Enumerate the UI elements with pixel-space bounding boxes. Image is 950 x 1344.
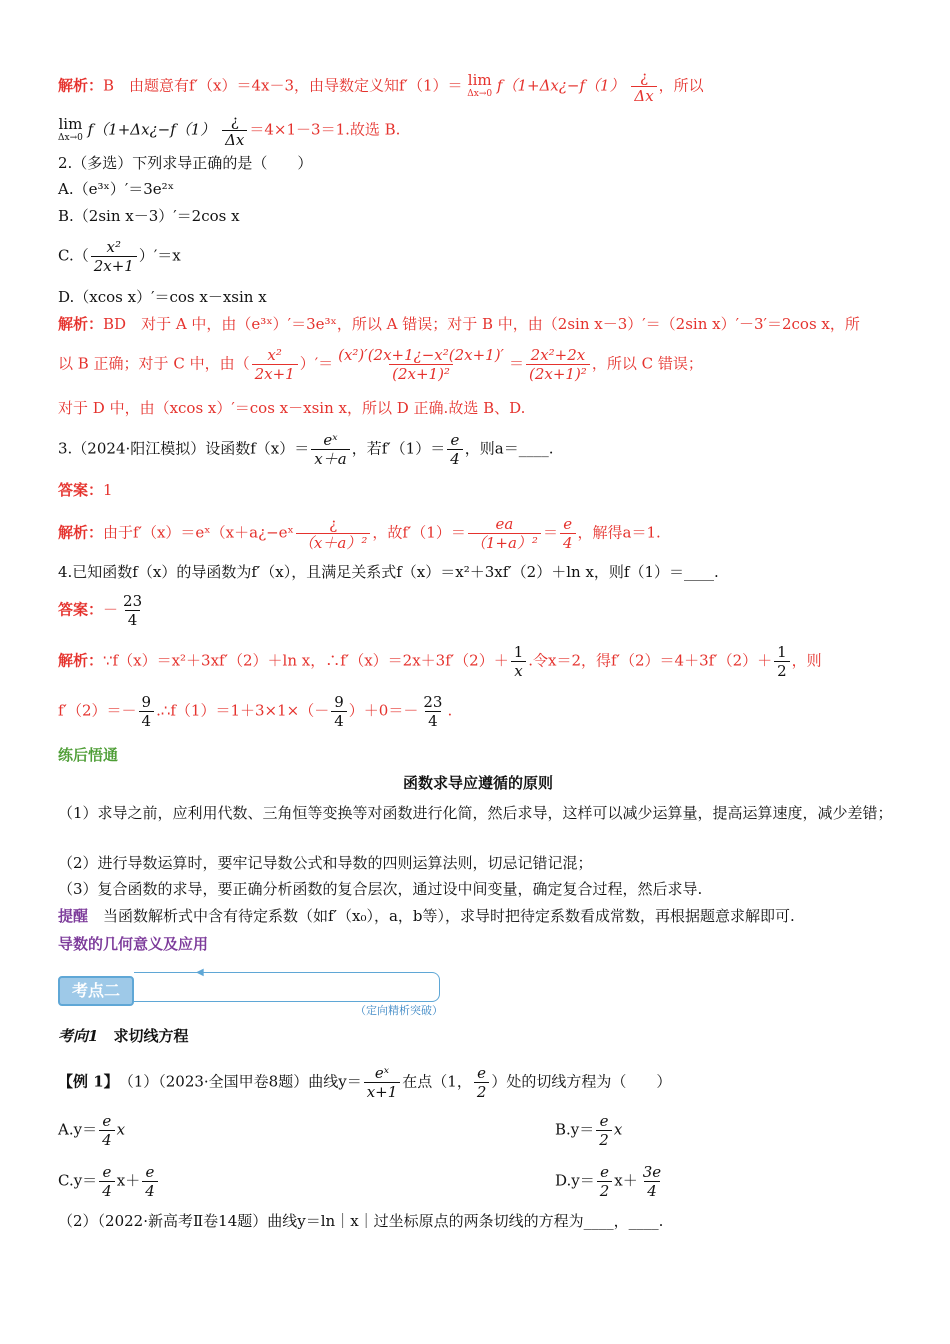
summary-point-2: （2）进行导数运算时，要牢记导数公式和导数的四则运算法则，切忌记错记混； [58, 854, 593, 872]
fraction: $\frac{¿}{\text{（x＋a）²}}$ [296, 515, 370, 552]
fraction: $\frac{1}{x}$ [511, 643, 527, 680]
fraction: $\frac{e}{2}$ [596, 1112, 612, 1149]
summary-tip: 提醒 当函数解析式中含有待定系数（如f′（x₀），a，b等），求导时把待定系数看成常数，再根据题意求解即可. [58, 907, 795, 925]
arrow-left-icon: ◀ [196, 967, 204, 978]
solution-2-line-2: 以 B 正确；对于 C 中，由（ $\frac{\text{x²}}{2x+1}$ ）′＝ $\frac{\text{(x²)′(2x+1¿−x²(2x+1)′}}{\text{(2x+1)²}}$ ＝ $\frac{\text{2x²+2x}}{\text{(2x+1)²}}$ ，所以 C 错误； [58, 346, 703, 383]
fraction: $\frac{e}{4}$ [560, 515, 576, 552]
solution-1-line-2: lim Δx→0 f（1+Δx¿−f（1） $\frac{¿}{\Delta x}$ ＝4×1－3＝1.故选 B. [58, 112, 401, 149]
answer-4: 答案：－ $\frac{23}{4}$ [58, 592, 898, 629]
section-title: 导数的几何意义及应用 [58, 935, 209, 953]
example-1-option-d: D.y＝ $\frac{e}{2}$ x＋ $\frac{3e}{4}$ [555, 1163, 898, 1200]
question-2-option-c: C.（ $\frac{\text{x²}}{2x+1}$ ）′＝x [58, 238, 181, 275]
fraction: $\frac{3e}{4}$ [642, 1163, 662, 1200]
fraction: $\frac{\text{x²}}{2x+1}$ [252, 346, 298, 383]
fraction: $\frac{9}{4}$ [331, 693, 347, 730]
solution-4-line-2: f′（2）＝－ $\frac{9}{4}$ .∴f（1）＝1＋3×1×（－ $\frac{9}{4}$ ）＋0＝－ $\frac{23}{4}$ . [58, 693, 453, 730]
fraction: $\frac{\text{eˣ}}{x+1}$ [364, 1064, 401, 1101]
fraction: $\frac{1}{2}$ [774, 643, 790, 680]
fraction: $\frac{\text{x²}}{2x+1}$ [91, 238, 137, 275]
solution-4-line-1: 解析：∵f（x）＝x²＋3xf′（2）＋ln x，∴f′（x）＝2x＋3f′（2）＋ $\frac{1}{x}$ .令x＝2，得f′（2）＝4＋3f′（2）＋ $\frac{1}{2}$ ，则 [58, 643, 822, 680]
solution-3: 解析：由于f′（x）＝eˣ（x＋a¿−eˣ $\frac{¿}{\text{（x＋a）²}}$ ，故f′（1）＝ $\frac{ea}{\text{（1+a）²}}$ ＝ $\frac{e}{4}$ ，解得a＝1. [58, 515, 661, 552]
example-1-option-c: C.y＝ $\frac{e}{4}$ x＋ $\frac{e}{4}$ [58, 1163, 898, 1200]
banner-subtitle: （定向精析突破） [355, 1004, 443, 1017]
question-2-stem: 2.（多选）下列求导正确的是（ ） [58, 154, 313, 172]
summary-title: 函数求导应遵循的原则 [402, 774, 553, 792]
solution-label: 解析： [58, 76, 104, 95]
question-2-option-d: D.（xcos x）′＝cos x－xsin x [58, 288, 267, 306]
fraction: $\frac{e}{4}$ [99, 1112, 115, 1149]
question-2-option-a: A.（e³ˣ）′＝3e²ˣ [58, 180, 175, 198]
summary-heading: 练后悟通 [58, 746, 119, 764]
example-1-option-b: B.y＝ $\frac{e}{2}$ x [555, 1112, 623, 1149]
limit-symbol: lim Δx→0 [467, 70, 493, 99]
fraction: $\frac{e}{4}$ [447, 431, 463, 468]
fraction: $\frac{¿}{\Delta x}$ [631, 68, 656, 105]
solution-1-line-1: 解析：B 由题意有f′（x）＝4x－3，由导数定义知f′（1）＝ lim Δx→0 f（1+Δx¿−f（1） $\frac{¿}{\Delta x}$ ，所以 [58, 68, 704, 105]
solution-2-line-3: 对于 D 中，由（xcos x）′＝cos x－xsin x，所以 D 正确.故选 B、D. [58, 399, 526, 417]
example-1-part-1: 【例 1】 （1）（2023·全国甲卷8题）曲线y＝ $\frac{\text{eˣ}}{x+1}$ 在点（1， $\frac{e}{2}$ ）处的切线方程为（ ） [58, 1064, 672, 1101]
fraction: $\frac{e}{2}$ [474, 1064, 490, 1101]
fraction: $\frac{\text{(x²)′(2x+1¿−x²(2x+1)′}}{\text{(2x+1)²}}$ [338, 346, 504, 383]
question-3-stem: 3.（2024·阳江模拟）设函数f（x）＝ $\frac{\text{eˣ}}{x+a}$ ，若f′（1）＝ $\frac{e}{4}$ ，则a＝____. [58, 431, 554, 468]
summary-point-3: （3）复合函数的求导，要正确分析函数的复合层次，通过设中间变量，确定复合过程，然后求导. [58, 880, 703, 898]
direction-1: 考向1 求切线方程 [58, 1027, 189, 1045]
question-2-option-b: B.（2sin x－3）′＝2cos x [58, 207, 240, 225]
fraction: $\frac{e}{4}$ [142, 1163, 158, 1200]
fraction: $\frac{ea}{\text{（1+a）²}}$ [468, 515, 541, 552]
fraction: $\frac{\text{eˣ}}{x+a}$ [311, 431, 349, 468]
fraction: $\frac{\text{2x²+2x}}{\text{(2x+1)²}}$ [526, 346, 590, 383]
fraction: $\frac{23}{4}$ [123, 592, 143, 629]
fraction: $\frac{e}{2}$ [597, 1163, 613, 1200]
limit-symbol: lim Δx→0 [58, 114, 83, 143]
example-1-option-a: A.y＝ $\frac{e}{4}$ x [58, 1112, 126, 1149]
topic-banner [58, 967, 443, 1018]
solution-2-line-1: 解析：BD 对于 A 中，由（e³ˣ）′＝3e³ˣ，所以 A 错误；对于 B 中，由（2sin x－3）′＝（2sin x）′－3′＝2cos x，所 [58, 315, 860, 333]
fraction: $\frac{23}{4}$ [423, 693, 443, 730]
banner-line [134, 972, 440, 1002]
fraction: $\frac{e}{4}$ [99, 1163, 115, 1200]
fraction: $\frac{¿}{\Delta x}$ [222, 112, 247, 149]
fraction: $\frac{9}{4}$ [139, 693, 155, 730]
question-4-stem: 4.已知函数f（x）的导函数为f′（x），且满足关系式f（x）＝x²＋3xf′（2）＋ln x，则f（1）＝____. [58, 563, 719, 581]
example-1-part-2: （2）（2022·新高考Ⅱ卷14题）曲线y＝ln｜x｜过坐标原点的两条切线的方程为____，____. [58, 1212, 664, 1230]
answer-3: 答案：1 [58, 481, 113, 499]
summary-point-1: （1）求导之前，应利用代数、三角恒等变换等对函数进行化简，然后求导，这样可以减少运算量，提高运算速度，减少差错； [58, 804, 893, 822]
topic-badge: 考点二 [58, 976, 134, 1006]
